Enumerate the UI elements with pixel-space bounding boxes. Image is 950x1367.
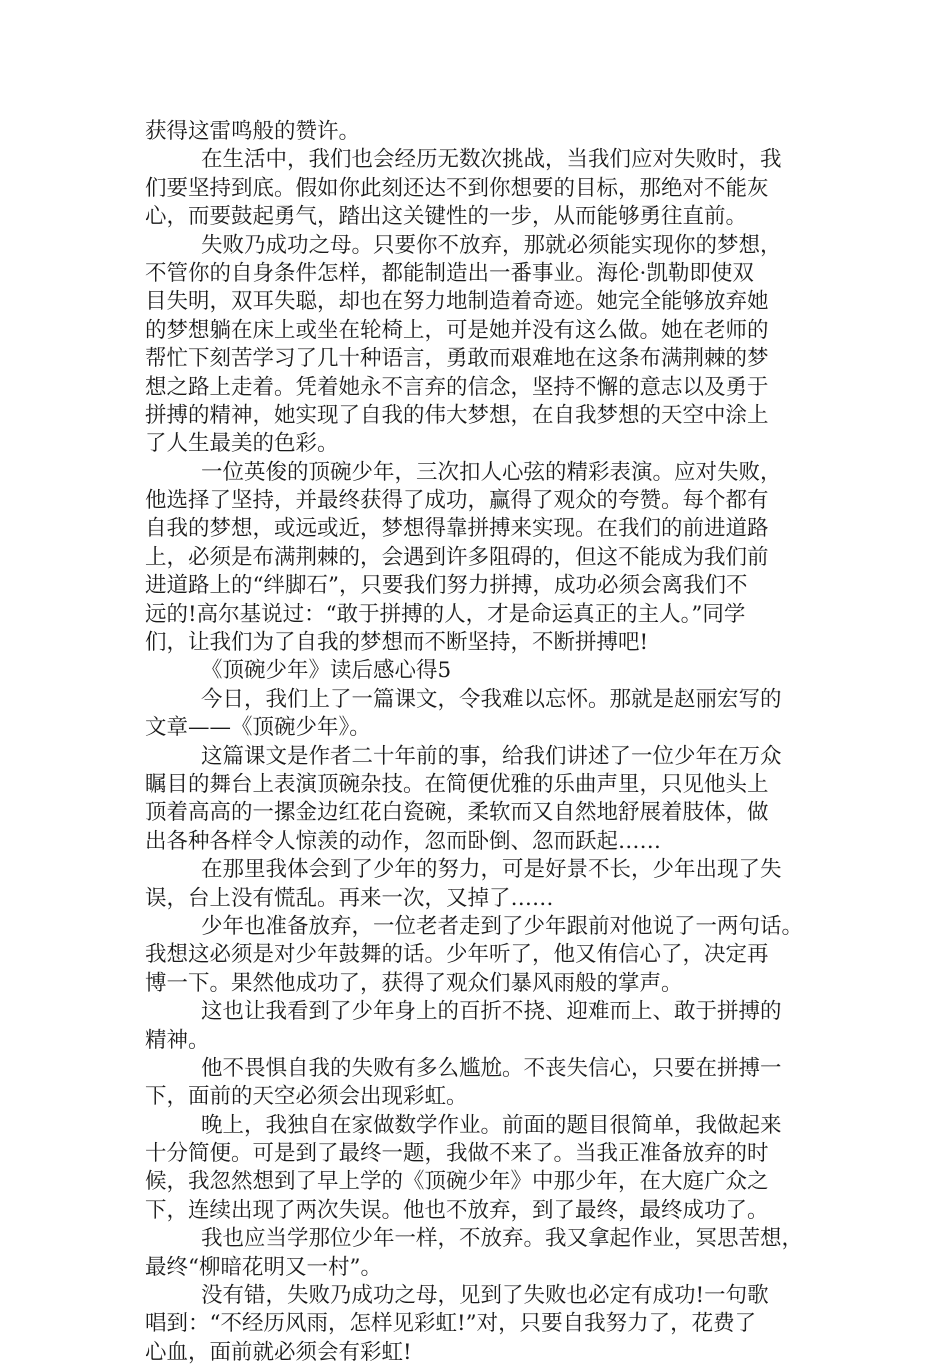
text-line: 失败乃成功之母。只要你不放弃，那就必须能实现你的梦想， bbox=[201, 232, 782, 258]
text-line: 精神。 bbox=[145, 1027, 210, 1053]
text-line: 目失明，双耳失聪，却也在努力地制造着奇迹。她完全能够放弃她 bbox=[145, 289, 769, 315]
text-line: 他不畏惧自我的失败有多么尴尬。不丧失信心，只要在拼搏一 bbox=[201, 1055, 782, 1081]
text-line: 博一下。果然他成功了，获得了观众们暴风雨般的掌声。 bbox=[145, 970, 683, 996]
text-line: 心，而要鼓起勇气，踏出这关键性的一步，从而能够勇往直前。 bbox=[145, 204, 748, 230]
text-line: 没有错，失败乃成功之母，见到了失败也必定有成功!一句歌 bbox=[201, 1283, 769, 1309]
text-line: 获得这雷鸣般的赞许。 bbox=[145, 119, 361, 144]
text-line: 心血，面前就必须会有彩虹! bbox=[145, 1339, 412, 1365]
text-line: 远的!高尔基说过：“敢于拼搏的人，才是命运真正的主人。”同学 bbox=[145, 601, 746, 627]
text-line: 的梦想躺在床上或坐在轮椅上，可是她并没有这么做。她在老师的 bbox=[145, 317, 769, 343]
text-line: 在生活中，我们也会经历无数次挑战，当我们应对失败时，我 bbox=[201, 147, 782, 173]
text-line: 他选择了坚持，并最终获得了成功，赢得了观众的夸赞。每个都有 bbox=[145, 488, 769, 514]
text-line: 今日，我们上了一篇课文，令我难以忘怀。那就是赵丽宏写的 bbox=[201, 686, 782, 712]
text-line: 出各种各样令人惊羡的动作，忽而卧倒、忽而跃起…… bbox=[145, 828, 662, 854]
text-line: 自我的梦想，或远或近，梦想得靠拼搏来实现。在我们的前进道路 bbox=[145, 516, 769, 542]
text-line: 误，台上没有慌乱。再来一次，又掉了…… bbox=[145, 885, 554, 911]
text-line: 拼搏的精神，她实现了自我的伟大梦想，在自我梦想的天空中涂上 bbox=[145, 402, 769, 428]
text-line: 候，我忽然想到了早上学的《顶碗少年》中那少年，在大庭广众之 bbox=[145, 1169, 769, 1195]
text-line: 瞩目的舞台上表演顶碗杂技。在简便优雅的乐曲声里，只见他头上 bbox=[145, 771, 769, 797]
text-line: 下，面前的天空必须会出现彩虹。 bbox=[145, 1084, 468, 1110]
text-line: 最终“柳暗花明又一村”。 bbox=[145, 1254, 382, 1280]
text-line: 唱到：“不经历风雨，怎样见彩虹!”对，只要自我努力了，花费了 bbox=[145, 1311, 757, 1337]
text-line: 十分简便。可是到了最终一题，我做不来了。当我正准备放弃的时 bbox=[145, 1141, 769, 1167]
text-line: 少年也准备放弃，一位老者走到了少年跟前对他说了一两句话。 bbox=[201, 913, 804, 939]
text-line: 在那里我体会到了少年的努力，可是好景不长，少年出现了失 bbox=[201, 857, 782, 883]
text-line: 了人生最美的色彩。 bbox=[145, 431, 339, 457]
text-line: 我也应当学那位少年一样，不放弃。我又拿起作业，冥思苦想， bbox=[201, 1226, 804, 1252]
text-line: 这篇课文是作者二十年前的事，给我们讲述了一位少年在万众 bbox=[201, 743, 782, 769]
text-line: 这也让我看到了少年身上的百折不挠、迎难而上、敢于拼搏的 bbox=[201, 999, 782, 1025]
text-line: 下，连续出现了两次失误。他也不放弃，到了最终，最终成功了。 bbox=[145, 1197, 769, 1223]
text-line: 我想这必须是对少年鼓舞的话。少年听了，他又侑信心了，决定再 bbox=[145, 942, 769, 968]
text-line: 们要坚持到底。假如你此刻还达不到你想要的目标，那绝对不能灰 bbox=[145, 175, 769, 201]
text-line: 帮忙下刻苦学习了几十种语言，勇敢而艰难地在这条布满荆棘的梦 bbox=[145, 346, 769, 372]
document-page bbox=[145, 118, 810, 1367]
text-line: 不管你的自身条件怎样，都能制造出一番事业。海伦·凯勒即使双 bbox=[145, 260, 754, 286]
text-line: 想之路上走着。凭着她永不言弃的信念，坚持不懈的意志以及勇于 bbox=[145, 374, 769, 400]
text-line: 《顶碗少年》读后感心得5 bbox=[201, 658, 452, 684]
text-line: 进道路上的“绊脚石”，只要我们努力拼搏，成功必须会离我们不 bbox=[145, 573, 748, 599]
text-line: 一位英俊的顶碗少年，三次扣人心弦的精彩表演。应对失败， bbox=[201, 459, 782, 485]
text-line: 上，必须是布满荆棘的，会遇到许多阻碍的，但这不能成为我们前 bbox=[145, 544, 769, 570]
text-line: 文章——《顶碗少年》。 bbox=[145, 715, 371, 741]
text-line: 顶着高高的一摞金边红花白瓷碗，柔软而又自然地舒展着肢体，做 bbox=[145, 800, 769, 826]
text-line: 晚上，我独自在家做数学作业。前面的题目很简单，我做起来 bbox=[201, 1112, 782, 1138]
text-line: 们，让我们为了自我的梦想而不断坚持，不断拼搏吧! bbox=[145, 630, 649, 656]
